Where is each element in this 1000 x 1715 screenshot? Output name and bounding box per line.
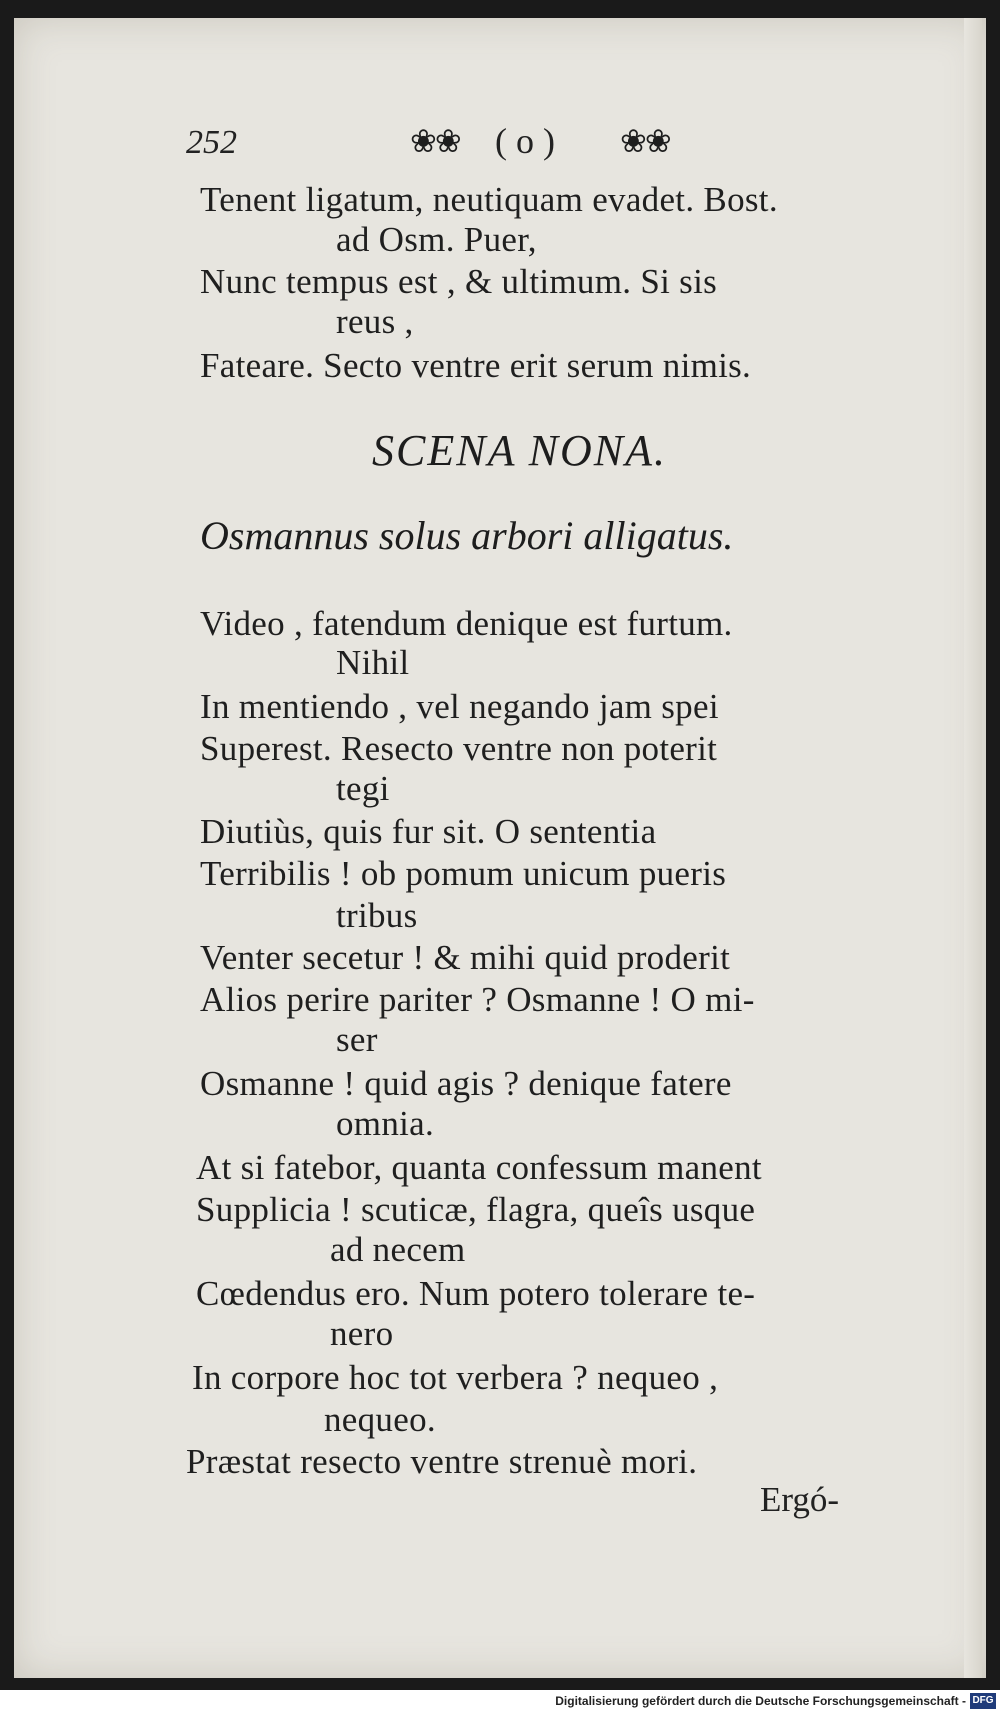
text-line: ser [336,1020,378,1059]
text-line: tegi [336,769,390,808]
ornament-left-icon: ❀❀ [410,123,460,159]
text-line: Diutiùs, quis fur sit. O sententia [200,812,657,851]
text-line: In corpore hoc tot verbera ? nequeo , [192,1358,719,1397]
text-line: Præstat resecto ventre strenuè mori. [186,1442,698,1481]
text-line: nero [330,1314,394,1353]
text-line: reus , [336,302,414,341]
header-marker: ( o ) [495,121,555,161]
text-line: ad Osm. Puer, [336,220,537,259]
catchword: Ergó- [760,1480,840,1519]
text-line: Terribilis ! ob pomum unicum pueris [200,854,727,893]
text-line: Supplicia ! scuticæ, flagra, queîs usque [196,1190,756,1229]
text-line: In mentiendo , vel negando jam spei [200,687,719,726]
text-line: Alios perire pariter ? Osmanne ! O mi- [200,980,755,1019]
text-line: Tenent ligatum, neutiquam evadet. Bost. [200,180,778,219]
text-line: Nihil [336,643,410,682]
funding-credit: Digitalisierung gefördert durch die Deutsche Forschungsgemeinschaft - [555,1694,966,1708]
scene-heading: SCENA NONA. [372,426,668,475]
page-number: 252 [186,124,237,161]
text-line: At si fatebor, quanta confessum manent [196,1148,762,1187]
text-line: ad necem [330,1230,466,1269]
text-line: nequeo. [324,1400,436,1439]
text-line: omnia. [336,1104,435,1143]
footer [0,1690,1000,1715]
stage-direction: Osmannus solus arbori alligatus. [200,513,734,558]
text-line: tribus [336,896,418,935]
text-line: Video , fatendum denique est furtum. [200,604,733,643]
text-line: Fateare. Secto ventre erit serum nimis. [200,346,752,385]
text-line: Osmanne ! quid agis ? denique fatere [200,1064,732,1103]
text-line: Superest. Resecto ventre non poterit [200,729,718,768]
ornament-right-icon: ❀❀ [620,123,670,159]
dfg-logo: DFG [970,1693,996,1709]
text-line: Nunc tempus est , & ultimum. Si sis [200,262,718,301]
text-line: Venter secetur ! & mihi quid proderit [200,938,731,977]
text-line: Cœdendus ero. Num potero tolerare te- [196,1274,756,1313]
